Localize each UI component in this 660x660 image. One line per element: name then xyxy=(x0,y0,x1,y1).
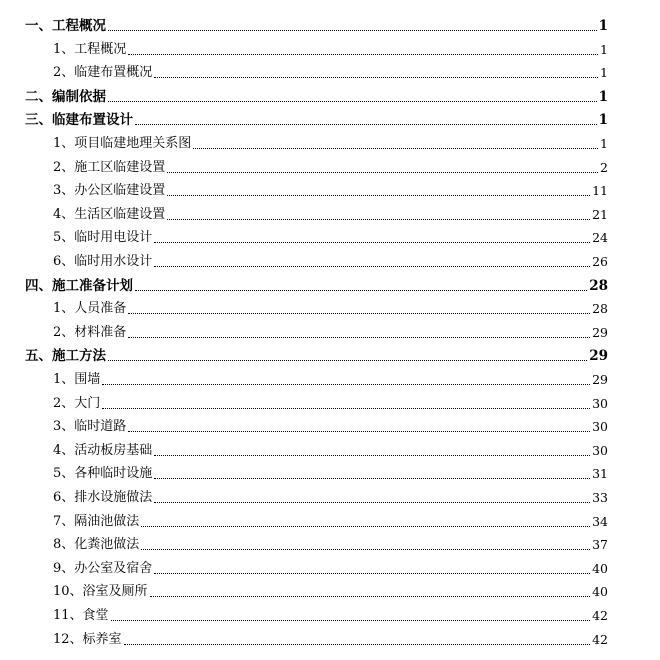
toc-entry-row[interactable] xyxy=(0,296,660,318)
toc-entry-label: 2、材料准备 xyxy=(53,324,127,340)
toc-entry-label: 10、浴室及厕所 xyxy=(53,584,148,600)
toc-entry-label: 二、编制依据 xyxy=(25,88,106,105)
toc-page-number: 42 xyxy=(592,608,608,623)
toc-page-number: 28 xyxy=(592,301,608,317)
toc-entry-label: 12、标养室 xyxy=(53,631,122,647)
toc-page-number: 26 xyxy=(592,254,608,269)
toc-page-number: 24 xyxy=(592,230,608,246)
toc-page-number: 33 xyxy=(592,490,608,505)
toc-page-number: 28 xyxy=(589,277,608,294)
toc-entry-row[interactable] xyxy=(0,225,660,247)
toc-entry-label: 6、排水设施做法 xyxy=(53,490,153,505)
toc-dot-leader xyxy=(154,266,590,267)
toc-dot-leader xyxy=(193,148,598,149)
toc-entry-label: 三、临建布置设计 xyxy=(25,112,133,129)
toc-page-number: 21 xyxy=(592,206,608,222)
toc-page-number: 29 xyxy=(592,324,608,340)
toc-entry-label: 一、工程概况 xyxy=(25,18,106,34)
toc-dot-leader xyxy=(141,526,590,527)
toc-entry-row[interactable] xyxy=(0,249,660,271)
toc-entry-label: 五、施工方法 xyxy=(25,348,106,365)
toc-page-number: 34 xyxy=(592,513,608,529)
toc-page-number: 40 xyxy=(592,584,608,600)
toc-entry-label: 1、项目临建地理关系图 xyxy=(53,136,192,151)
toc-page-number: 30 xyxy=(592,419,608,435)
toc-entry-row[interactable] xyxy=(0,155,660,177)
toc-entry-label: 1、围墙 xyxy=(53,372,101,387)
toc-page-number: 29 xyxy=(592,372,608,387)
toc-page-number: 1 xyxy=(598,112,608,129)
toc-page-number: 40 xyxy=(592,560,608,576)
toc-entry-row[interactable] xyxy=(0,178,660,200)
toc-heading-row[interactable] xyxy=(0,84,660,106)
toc-page-number: 30 xyxy=(592,442,608,458)
toc-entry-label: 3、办公区临建设置 xyxy=(53,183,166,199)
toc-dot-leader xyxy=(108,30,597,31)
toc-entry-row[interactable] xyxy=(0,532,660,554)
toc-entry-row[interactable] xyxy=(0,60,660,82)
toc-entry-row[interactable] xyxy=(0,131,660,153)
toc-entry-label: 5、各种临时设施 xyxy=(53,466,153,482)
toc-dot-leader xyxy=(128,431,590,432)
toc-page-number: 30 xyxy=(592,395,608,411)
toc-dot-leader xyxy=(124,644,591,645)
toc-entry-row[interactable] xyxy=(0,320,660,342)
toc-entry-row[interactable] xyxy=(0,414,660,436)
toc-entry-label: 11、食堂 xyxy=(53,608,109,623)
toc-dot-leader xyxy=(154,573,590,574)
toc-page-number: 31 xyxy=(592,466,608,482)
toc-dot-leader xyxy=(167,219,590,220)
toc-heading-row[interactable] xyxy=(0,343,660,365)
toc-dot-leader xyxy=(135,290,587,291)
toc-page-number: 37 xyxy=(592,537,608,553)
toc-page-number: 1 xyxy=(598,18,608,34)
toc-entry-row[interactable] xyxy=(0,367,660,389)
toc-entry-label: 1、人员准备 xyxy=(53,301,127,317)
toc-dot-leader xyxy=(128,313,590,314)
toc-page-number: 29 xyxy=(589,348,608,365)
toc-dot-leader xyxy=(102,408,590,409)
toc-entry-label: 7、隔油池做法 xyxy=(53,513,140,529)
toc-entry-label: 2、施工区临建设置 xyxy=(53,159,166,175)
toc-entry-label: 1、工程概况 xyxy=(53,41,127,57)
toc-dot-leader xyxy=(111,620,591,621)
toc-entry-row[interactable] xyxy=(0,556,660,578)
toc-dot-leader xyxy=(108,360,587,361)
toc-dot-leader xyxy=(154,455,590,456)
toc-dot-leader xyxy=(141,549,590,550)
toc-entry-label: 5、临时用电设计 xyxy=(53,230,153,246)
toc-entry-row[interactable] xyxy=(0,603,660,625)
toc-heading-row[interactable] xyxy=(0,13,660,35)
toc-entry-row[interactable] xyxy=(0,509,660,531)
toc-entry-label: 2、临建布置概况 xyxy=(53,65,153,81)
toc-entry-label: 3、临时道路 xyxy=(53,419,127,435)
toc-dot-leader xyxy=(154,242,590,243)
toc-dot-leader xyxy=(135,124,597,125)
toc-dot-leader xyxy=(108,101,597,102)
toc-entry-label: 4、活动板房基础 xyxy=(53,442,153,458)
toc-entry-label: 四、施工准备计划 xyxy=(25,277,133,294)
toc-page-number: 2 xyxy=(600,159,608,175)
toc-entry-row[interactable] xyxy=(0,485,660,507)
toc-page-number: 11 xyxy=(592,183,608,199)
toc-dot-leader xyxy=(150,596,591,597)
toc-entry-row[interactable] xyxy=(0,438,660,460)
toc-entry-label: 8、化粪池做法 xyxy=(53,537,140,553)
toc-entry-row[interactable] xyxy=(0,202,660,224)
toc-dot-leader xyxy=(128,54,598,55)
toc-page-number: 1 xyxy=(598,88,608,105)
toc-entry-row[interactable] xyxy=(0,579,660,601)
toc-dot-leader xyxy=(167,195,590,196)
toc-entry-label: 2、大门 xyxy=(53,395,101,411)
toc-dot-leader xyxy=(102,384,590,385)
toc-dot-leader xyxy=(167,172,598,173)
toc-page-number: 42 xyxy=(592,631,608,647)
toc-page-number: 1 xyxy=(600,65,608,81)
toc-page-number: 1 xyxy=(600,41,608,57)
toc-heading-row[interactable] xyxy=(0,273,660,295)
toc-entry-row[interactable] xyxy=(0,461,660,483)
toc-entry-label: 9、办公室及宿舍 xyxy=(53,560,153,576)
toc-heading-row[interactable] xyxy=(0,107,660,129)
toc-entry-row[interactable] xyxy=(0,627,660,649)
toc-dot-leader xyxy=(154,77,598,78)
toc-entry-row[interactable] xyxy=(0,391,660,413)
toc-dot-leader xyxy=(128,337,590,338)
toc-dot-leader xyxy=(154,502,590,503)
toc-page-number: 1 xyxy=(600,136,608,151)
toc-entry-row[interactable] xyxy=(0,37,660,59)
toc-entry-label: 4、生活区临建设置 xyxy=(53,206,166,222)
toc-dot-leader xyxy=(154,478,590,479)
toc-entry-label: 6、临时用水设计 xyxy=(53,254,153,269)
